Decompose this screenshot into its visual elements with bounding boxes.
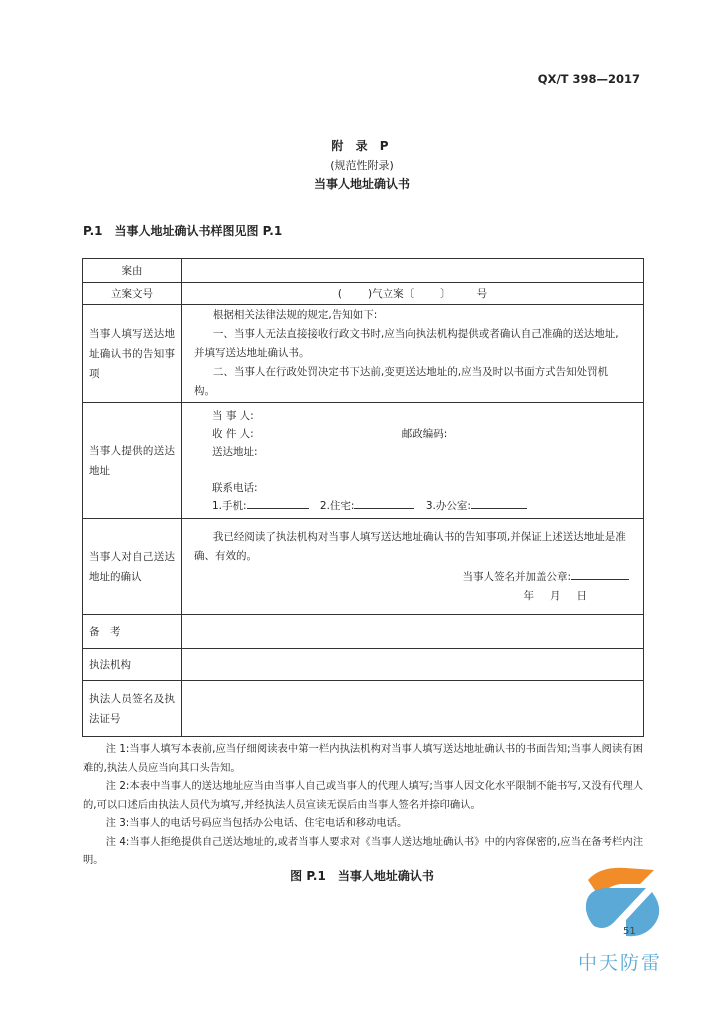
office-blank (471, 497, 527, 509)
value-address (182, 403, 644, 519)
notes-block (83, 740, 643, 870)
notice-item-2: 二、当事人在行政处罚决定书下达前,变更送达地址的,应当及时以书面方式告知处罚机构。 (194, 366, 609, 397)
field-phone: 联系电话: (212, 481, 258, 494)
note-4: 注 4:当事人拒绝提供自己送达地址的,或者当事人要求对《当事人送达地址确认书》中的内容保密的,应当在备考栏内注明。 (83, 835, 643, 866)
file-number-part-d: 号 (476, 288, 488, 300)
value-officer (182, 681, 644, 737)
field-recipient-line (212, 425, 629, 443)
label-file-number: 立案文号 (83, 283, 182, 305)
notice-intro: 根据相关法律法规的规定,告知如下: (212, 309, 378, 321)
field-recipient: 收 件 人: (212, 427, 254, 440)
value-notice (182, 305, 644, 403)
field-phone-numbers (212, 497, 629, 515)
standard-code: QX/T 398—2017 (537, 72, 640, 86)
value-confirmation (182, 519, 644, 615)
field-office: 3.办公室: (425, 499, 471, 512)
form-row-agency (83, 649, 644, 681)
date-line (194, 587, 629, 606)
confirmation-statement: 我已经阅读了执法机构对当事人填写送达地址确认书的告知事项,并保证上述送达地址是准确、有效的。 (194, 530, 626, 562)
address-confirmation-form (82, 258, 644, 737)
field-address: 送达地址: (212, 445, 258, 458)
label-address: 当事人提供的送达地址 (83, 403, 182, 519)
file-number-part-b: )气立案〔 (368, 288, 415, 300)
date-year: 年 (523, 589, 534, 602)
notice-item-1: 一、当事人无法直接接收行政文书时,应当向执法机构提供或者确认自己准确的送达地址,并填写送达地址确认书。 (194, 328, 619, 359)
label-remarks: 备 考 (83, 615, 182, 649)
label-case: 案由 (83, 259, 182, 283)
file-number-part-a: ( (337, 288, 342, 300)
signature-label: 当事人签名并加盖公章: (462, 570, 571, 583)
signature-line (194, 568, 629, 587)
form-row-remarks (83, 615, 644, 649)
form-row-officer (83, 681, 644, 737)
form-row-case (83, 259, 644, 283)
watermark-text: 中天防雷 (578, 952, 663, 974)
page-number: 51 (623, 926, 636, 937)
home-blank (354, 497, 414, 509)
figure-caption: 图 P.1 当事人地址确认书 (290, 869, 434, 883)
form-row-file-number (83, 283, 644, 305)
note-1: 注 1:当事人填写本表前,应当仔细阅读表中第一栏内执法机构对当事人填写送达地址确认书的书面告知;当事人阅读有困难的,执法人员应当向其口头告知。 (83, 743, 643, 774)
section-heading: P.1 当事人地址确认书样图见图 P.1 (83, 224, 283, 238)
field-home: 2.住宅: (319, 499, 355, 512)
date-day: 日 (576, 589, 587, 602)
label-officer: 执法人员签名及执法证号 (83, 681, 182, 737)
value-agency (182, 649, 644, 681)
value-case (182, 259, 644, 283)
label-notice: 当事人填写送达地址确认书的告知事项 (83, 305, 182, 403)
value-file-number (182, 283, 644, 305)
field-party: 当 事 人: (212, 409, 254, 422)
form-row-confirmation (83, 519, 644, 615)
form-row-address (83, 403, 644, 519)
appendix-name: 当事人地址确认书 (313, 177, 410, 191)
appendix-title: 附 录 P (331, 139, 393, 153)
field-mobile: 1.手机: (212, 499, 247, 512)
mobile-blank (247, 497, 309, 509)
appendix-subtitle: (规范性附录) (330, 159, 394, 172)
value-remarks (182, 615, 644, 649)
label-agency: 执法机构 (83, 649, 182, 681)
file-number-part-c: 〕 (440, 288, 451, 300)
form-row-notice (83, 305, 644, 403)
note-2: 注 2:本表中当事人的送达地址应当由当事人自己或当事人的代理人填写;当事人因文化水平限制不能书写,又没有代理人的,可以口述后由执法人员代为填写,并经执法人员宣读无误后由当事人签名并捺印确认。 (83, 780, 643, 811)
signature-blank (571, 568, 629, 580)
date-month: 月 (550, 589, 561, 602)
note-3: 注 3:当事人的电话号码应当包括办公电话、住宅电话和移动电话。 (105, 817, 408, 829)
appendix-heading (0, 137, 724, 194)
field-postcode: 邮政编码: (401, 427, 448, 440)
label-confirmation: 当事人对自己送达地址的确认 (83, 519, 182, 615)
